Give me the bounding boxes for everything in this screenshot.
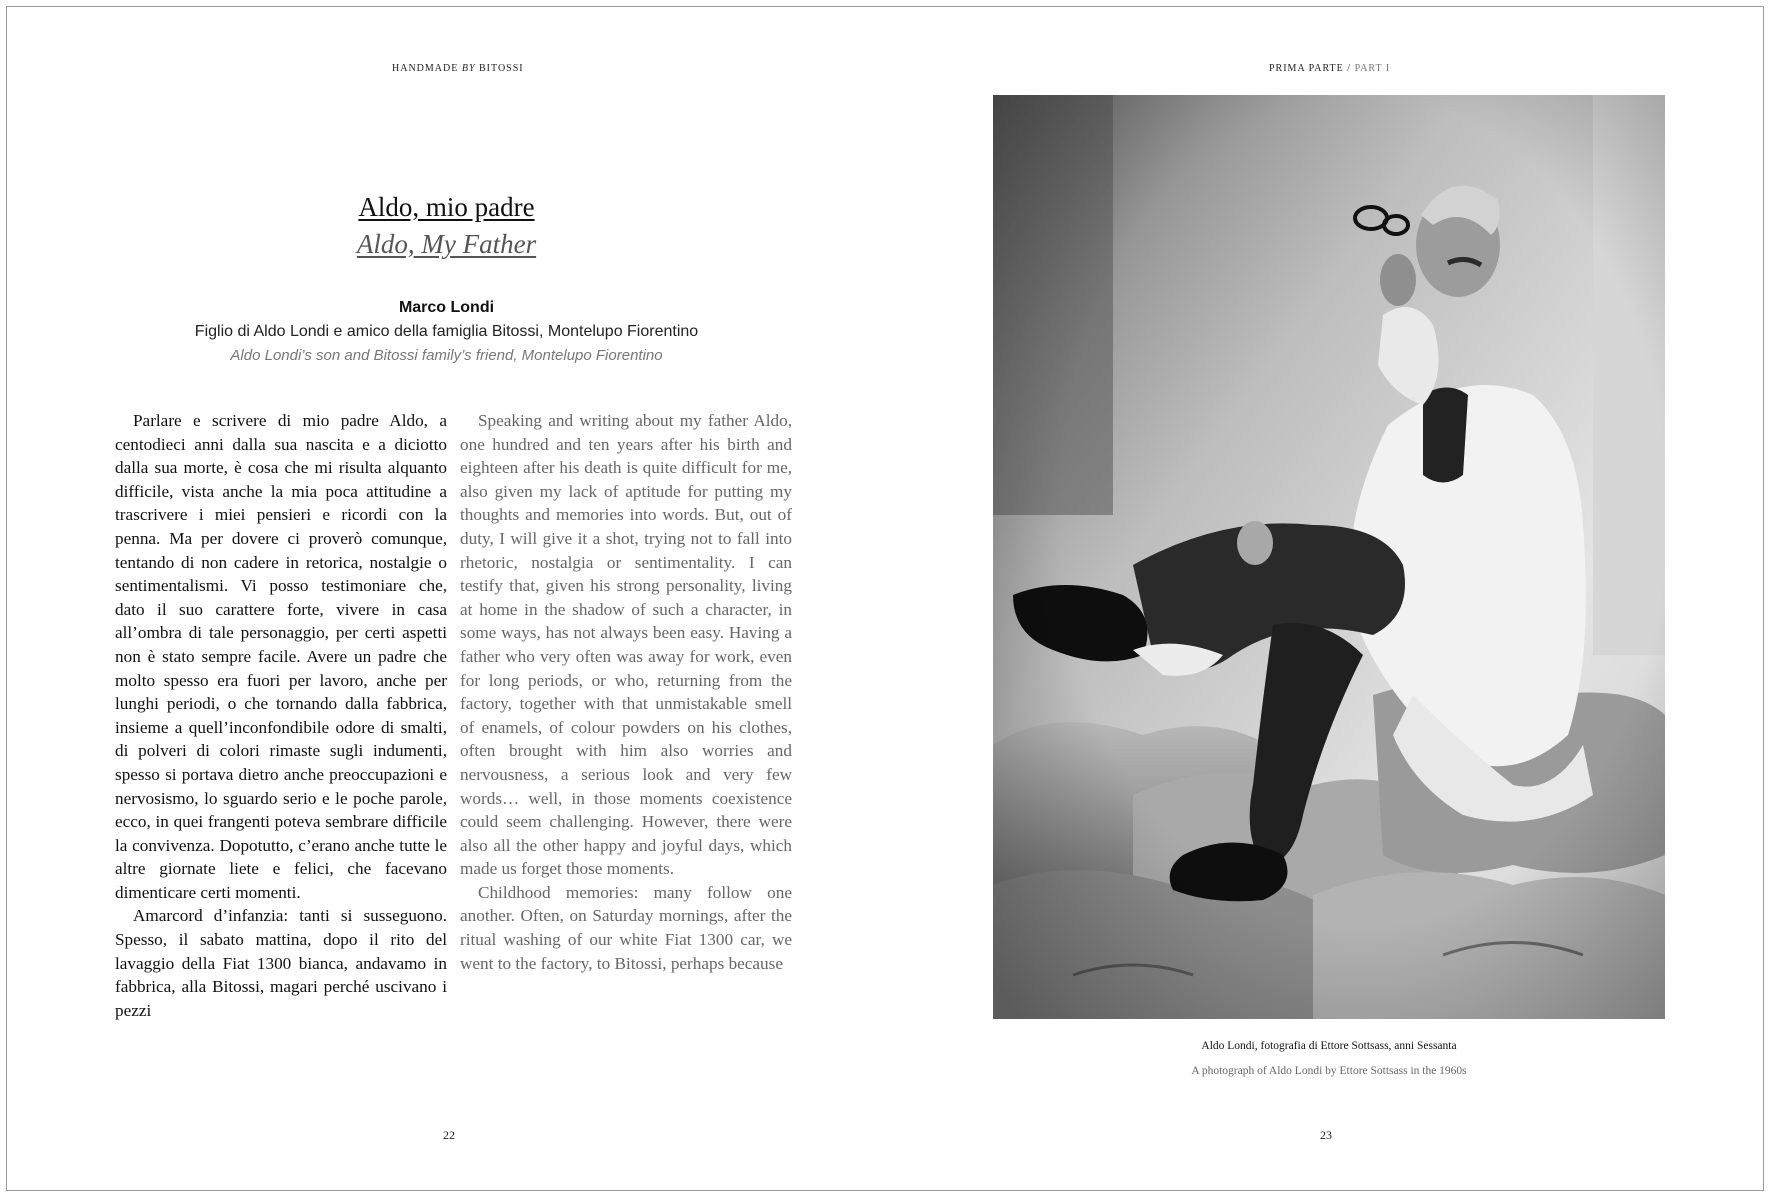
author-role-italian: Figlio di Aldo Londi e amico della famiglia Bitossi, Montelupo Fiorentino [194, 323, 699, 340]
page-number-right: 23 [1320, 1128, 1332, 1142]
body-paragraph: Parlare e scrivere di mio padre Aldo, a centodieci anni dalla sua nascita e a diciotto dalla sua morte, è cosa che mi risulta alquanto difficile, vista anche la mia poca attitudine a trascrivere i miei pensieri e ricordi con la penna. Ma per dovere ci proverò comunque, tentando di non cadere in retorica, nostalgie o sentimentalismi. Vi posso testimoniare che, dato il suo carattere forte, vivere in casa all’ombra di tale personaggio, per certi aspetti non è stato sempre facile. Avere un padre che molto spesso era fuori per lavoro, anche per lunghi periodi, o che tornando dalla fabbrica, insieme a quell’inconfondibile odore di smalti, di polveri di colori rimaste sugli indumenti, spesso si portava dietro anche preoccupazioni e nervosismo, lo sguardo serio e le poche parole, ecco, in quei frangenti poteva sembrare difficile la convivenza. Dopotutto, c’erano anche tutte le altre giornate liete e felici, che facevano dimenticare certi momenti. [115, 411, 447, 902]
chapter-title: Aldo, mio padre [358, 192, 535, 222]
running-head-left: HANDMADE BY BITOSSI [392, 63, 524, 74]
photo-illustration [993, 95, 1665, 1019]
left-page [7, 7, 886, 1190]
photo-caption-italian: Aldo Londi, fotografia di Ettore Sottsass, anni Sessanta [1201, 1040, 1457, 1052]
book-spread [6, 6, 1764, 1191]
body-column-english [460, 409, 792, 975]
author-role-english: Aldo Londi’s son and Bitossi family’s friend, Montelupo Fiorentino [230, 347, 663, 364]
running-head-right: PRIMA PARTE / PART I [1269, 63, 1391, 74]
body-paragraph: Amarcord d’infanzia: tanti si susseguono. Spesso, il sabato mattina, dopo il rito del lavaggio della Fiat 1300 bianca, andavamo in fabbrica, alla Bitossi, magari perché uscivano i pezzi [115, 906, 447, 1020]
chapter-subtitle: Aldo, My Father [356, 229, 537, 259]
body-paragraph: Childhood memories: many follow one another. Often, on Saturday mornings, after the ritual washing of our white Fiat 1300 car, we went to the factory, to Bitossi, perhaps because [460, 882, 792, 973]
photo-caption-english: A photograph of Aldo Londi by Ettore Sottsass in the 1960s [1191, 1065, 1467, 1077]
chapter-title-block [7, 189, 886, 263]
author-name: Marco Londi [398, 299, 495, 316]
author-block [7, 296, 886, 368]
body-paragraph: Speaking and writing about my father Aldo, one hundred and ten years after his birth and eighteen after his death is quite difficult for me, also given my lack of aptitude for putting my thoughts and memories into words. But, out of duty, I will give it a shot, trying not to fall into rhetoric, nostalgia or sentimentality. I can testify that, given his strong personality, living at home in the shadow of such a character, in some ways, has not always been easy. Having a father who very often was away for work, even for long periods, or who, returning from the factory, together with that unmistakable smell of enamels, of colour powders on his clothes, often brought with him also worries and nervousness, a serious look and very few words… well, in those moments coexistence could seem challenging. However, there were also all the other happy and joyful days, which made us forget those moments. [460, 411, 792, 879]
photo-caption [993, 1034, 1665, 1084]
right-page [886, 7, 1765, 1190]
body-column-italian [115, 409, 447, 1022]
page-number-left: 22 [443, 1128, 455, 1142]
photo-aldo-londi [993, 95, 1665, 1019]
